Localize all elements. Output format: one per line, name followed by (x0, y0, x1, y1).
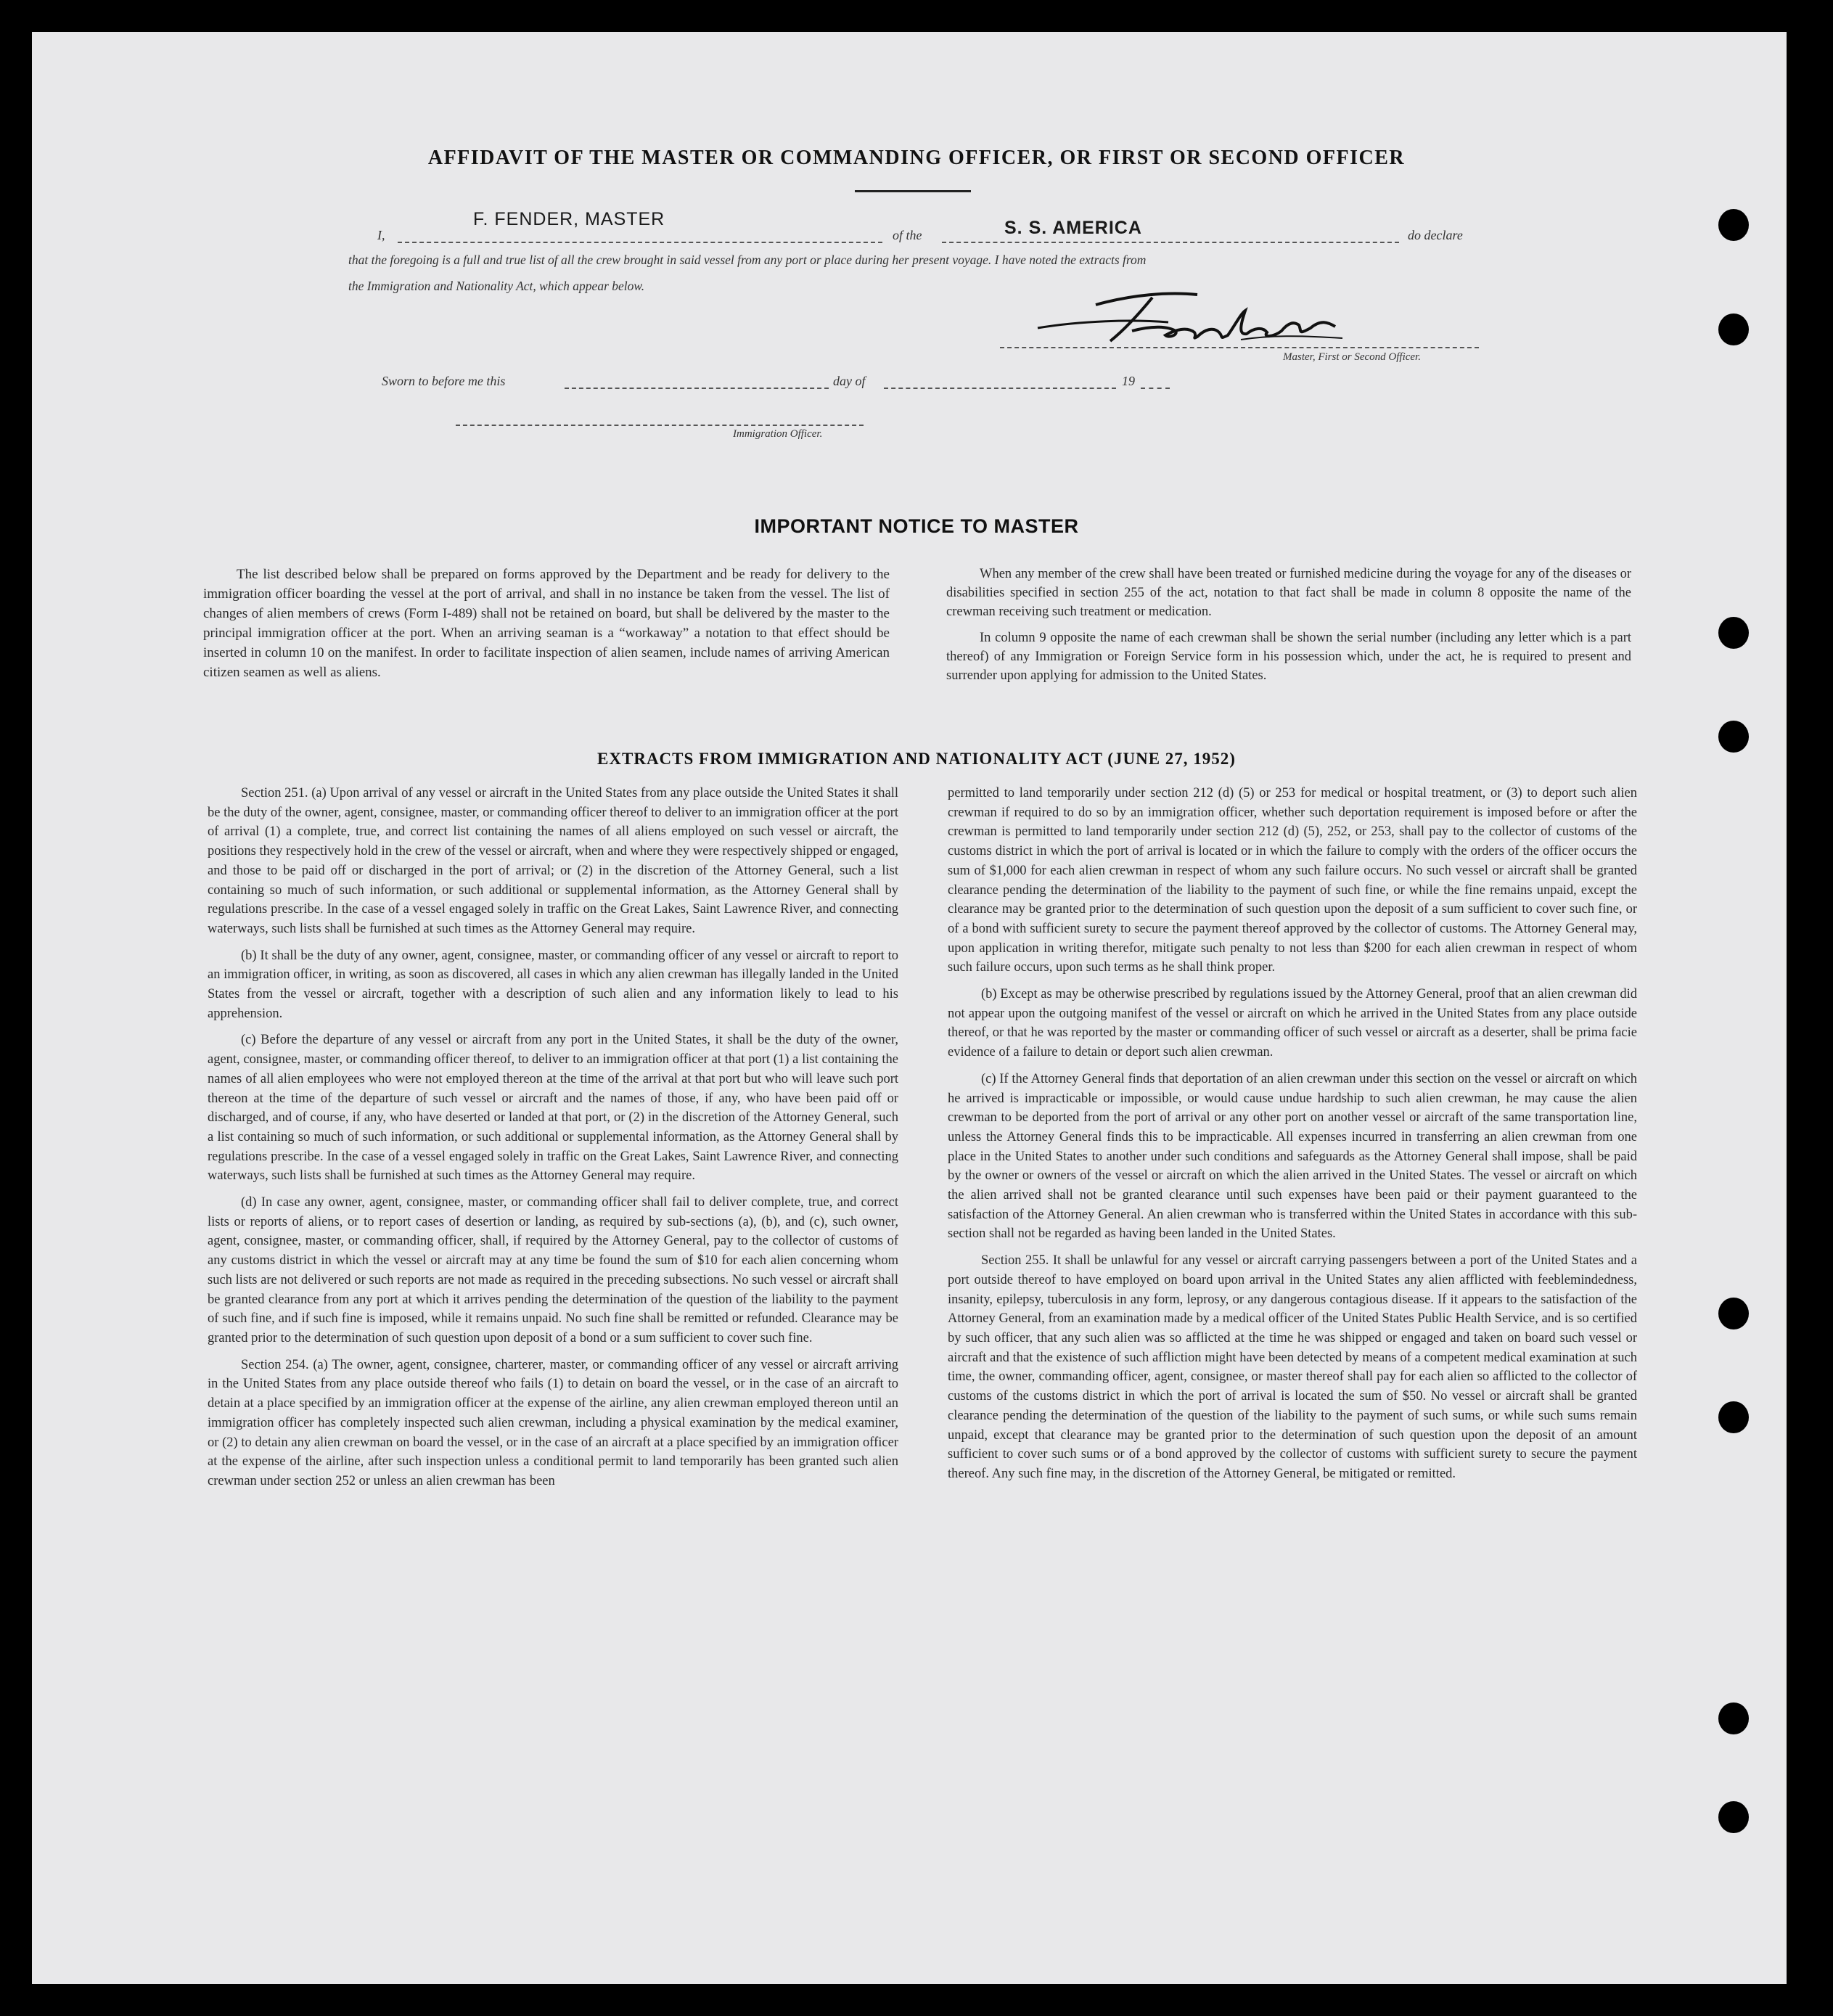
day-of-label: day of (833, 374, 866, 388)
section-254-b: (b) Except as may be otherwise prescribed by regulations issued by the Attorney General, proof that an alien crewman did not appear upon the outgoing manifest of the vessel or aircraft on which he arrived in the United States from any place outside thereof, or that he was reported by the master or commanding officer of such vessel or aircraft as a deserter, shall be prima facie evidence of a failure to detain or deport such alien crewman. (948, 987, 1637, 1060)
name-line (398, 242, 882, 243)
punch-hole (1718, 209, 1749, 241)
sworn-label: Sworn to before me this (382, 374, 506, 388)
declaration-line-1: that the foregoing is a full and true list of all the crew brought in said vessel from any port or place during her present voyage. I have noted the extracts from (348, 253, 1147, 267)
notice-right-paragraph-2: In column 9 opposite the name of each crewman shall be shown the serial number (including any letter which is a part thereof) of any Immigration or Foreign Service form in his possession which, under the act, he is required to present and surrender upon applying for admission to the United States. (946, 631, 1631, 683)
section-251-a: Section 251. (a) Upon arrival of any vessel or aircraft in the United States from any place outside the United States it shall be the duty of the owner, agent, consignee, master, or commanding officer thereof to deliver to an immigration officer at the port of arrival (1) a complete, true, and correct list containing the names of all aliens employed on such vessel or aircraft, the positions they respectively hold in the crew of the vessel or aircraft, when and where they were respectively shipped or engaged, and those to be paid off or discharged in the port of arrival; or (2) in the discretion of the Attorney General, such a list containing so much of such information, or such additional or supplemental information, as the Attorney General shall by regulations prescribe. In the case of a vessel engaged solely in traffic on the Great Lakes, Saint Lawrence River, and connecting waterways, such lists shall be furnished at such times as the Attorney General may require. (208, 786, 898, 936)
section-254-c: (c) If the Attorney General finds that deportation of an alien crewman under this section on the vessel or aircraft on which he arrived is impracticable or impossible, or would cause undue hardship to such alien crewman, he may cause the alien crewman to be deported from the port of arrival or any other port on another vessel or aircraft of the same transportation line, unless the Attorney General finds this to be impracticable. All expenses incurred in transferring an alien crewman from one place in the United States to another under such conditions and safeguards as the Attorney General shall impose, shall be paid by the owner or owners of the vessel or aircraft on which the alien arrived in the United States. The vessel or aircraft on which the alien arrived shall not be granted clearance until such expenses have been paid or their payment guaranteed to the satisfaction of the Attorney General. An alien crewman who is transferred within the United States in accordance with this sub-section shall not be regarded as having been landed in the United States. (948, 1071, 1637, 1242)
sworn-month-line (884, 388, 1116, 389)
declaration-line-2: the Immigration and Nationality Act, which appear below. (348, 279, 645, 293)
of-the-label: of the (893, 228, 922, 242)
signature-caption: Master, First or Second Officer. (1283, 351, 1421, 363)
extracts-title: EXTRACTS FROM IMMIGRATION AND NATIONALITY ACT (JUNE 27, 1952) (597, 750, 1236, 768)
section-251-b: (b) It shall be the duty of any owner, agent, consignee, master, or commanding officer of any vessel or aircraft to report to an immigration officer, in writing, as soon as discovered, all cases in which any alien crewman has illegally landed in the United States from the vessel or aircraft, together with a description of such alien and any information likely to lead to his apprehension. (208, 948, 898, 1021)
i-label: I, (377, 228, 385, 242)
section-255: Section 255. It shall be unlawful for any vessel or aircraft carrying passengers between a port of the United States and a port outside thereof to have employed on board upon arrival in the United States any alien afflicted with feeblemindedness, insanity, epilepsy, tuberculosis in any form, leprosy, or any dangerous contagious disease. If it appears to the satisfaction of the Attorney General, from an examination made by a medical officer of the United States Public Health Service, and is so certified by such officer, that any such alien was so afflicted at the time he was shipped or engaged and taken on board such vessel or aircraft and that the existence of such affliction might have been detected by means of a competent medical examination at such time, the owner, commanding officer, agent, consignee, or master thereof shall pay for each alien so afflicted to the collector of customs of the customs district in which the port of arrival is located the sum of $50. No vessel or aircraft shall be granted clearance pending the determination of the question of the liability to the payment of such sums, or while such sums remain unpaid, except that clearance may be granted prior to the determination of such question upon the deposit of an amount sufficient to cover such sums or of a bond approved by the collector of customs with sufficient surety to secure the payment thereof. Any such fine may, in the discretion of the Attorney General, be mitigated or remitted. (948, 1253, 1637, 1481)
extracts-left-column (208, 784, 898, 1499)
sworn-day-line (565, 388, 829, 389)
punch-hole (1718, 1702, 1749, 1734)
notice-left-paragraph: The list described below shall be prepared on forms approved by the Department and be ready for delivery to the immigration officer boarding the vessel at the port of arrival, and shall in no instance be taken from the vessel. The list of changes of alien members of crews (Form I-489) shall not be retained on board, but shall be delivered by the master to the principal immigration officer at the port. When an arriving seaman is a “workaway” a notation to that effect should be inserted in column 10 on the manifest. In order to facilitate inspection of alien seamen, include names of arriving American citizen seamen as well as aliens. (203, 567, 890, 680)
notice-right-paragraph-1: When any member of the crew shall have been treated or furnished medicine during the voyage for any of the diseases or disabilities specified in section 255 of the act, notation to that fact shall be made in column 8 opposite the name of the crewman receiving such treatment or medication. (946, 567, 1631, 619)
vessel-name-value: S. S. AMERICA (1004, 218, 1142, 238)
section-254-a: Section 254. (a) The owner, agent, consignee, charterer, master, or commanding officer of any vessel or aircraft arriving in the United States from any place outside thereof who fails (1) to detain on board the vessel, or in the case of an aircraft to detain at a place specified by an immigration officer at the expense of the airline, any alien crewman employed thereon until an immigration officer has completely inspected such alien crewman, including a physical examination by the medical examiner, or (2) to detain any alien crewman on board the vessel, or in the case of an aircraft at a place specified by an immigration officer at the expense of the airline, after such inspection unless a conditional permit to land temporarily has been granted such alien crewman under section 252 or unless an alien crewman has been (208, 1357, 898, 1488)
signature-line (1000, 347, 1479, 348)
notice-right-column (946, 565, 1631, 692)
punch-hole (1718, 617, 1749, 649)
master-name-value: F. FENDER, MASTER (473, 209, 665, 229)
do-declare-label: do declare (1408, 228, 1463, 242)
punch-hole (1718, 1801, 1749, 1833)
punch-hole (1718, 1401, 1749, 1433)
punch-hole (1718, 314, 1749, 345)
section-251-c: (c) Before the departure of any vessel or aircraft from any port in the United States, it shall be the duty of the owner, agent, consignee, master, or commanding officer thereof, to deliver to an immigration officer at that port (1) a list containing the names of all alien employees who were not employed thereon at the time of the arrival at that port but who will leave such port thereon at the time of the departure of such vessel or aircraft and the names of those, if any, who have been paid off or discharged, and of course, if any, who have deserted or landed at that port, or (2) in the discretion of the Attorney General, such a list containing so much of such information, or such additional or supplemental information, as the Attorney General shall by regulations prescribe. In the case of a vessel engaged solely in traffic on the Great Lakes, Saint Lawrence River, and connecting waterways, such lists shall be furnished at such times as the Attorney General may require. (208, 1033, 898, 1184)
punch-hole (1718, 1298, 1749, 1329)
extracts-right-column (948, 784, 1637, 1491)
officer-caption: Immigration Officer. (733, 428, 823, 440)
notice-left-column (203, 565, 890, 689)
officer-line (456, 425, 864, 426)
section-254-a-continued: permitted to land temporarily under section 212 (d) (5) or 253 for medical or hospital treatment, or (3) to deport such alien crewman if required to do so by an immigration officer, whether such deportation requirement is imposed before or after the crewman is permitted to land temporarily under section 212 (d) (5), 252, or 253, shall pay to the collector of customs of the customs district in which the port of arrival is located or in which the failure to comply with the orders of the officer occurs the sum of $1,000 for each alien crewman in respect of whom any such failure occurs. No such vessel or aircraft shall be granted clearance pending the determination of the liability to the payment of such fine, or while the fine remains unpaid, except the clearance may be granted prior to the determination of such question upon the deposit of a sum sufficient to cover such fine, or of a bond with sufficient surety to secure the payment thereof approved by the collector of customs. The Attorney General may, upon application in writing therefor, mitigate such penalty to not less than $200 for each alien crewman in respect of whom such failure occurs, upon such terms as he shall think proper. (948, 786, 1637, 975)
year-line (1141, 388, 1170, 389)
master-signature (1023, 284, 1364, 350)
title-rule (855, 190, 971, 192)
affidavit-title: AFFIDAVIT OF THE MASTER OR COMMANDING OFFICER, OR FIRST OR SECOND OFFICER (427, 147, 1406, 169)
punch-hole (1718, 721, 1749, 753)
vessel-line (942, 242, 1399, 243)
section-251-d: (d) In case any owner, agent, consignee, master, or commanding officer shall fail to deliver complete, true, and correct lists or reports of aliens, or to report cases of desertion or landing, as required by sub-sections (a), (b), and (c), such owner, agent, consignee, master, or commanding officer, shall, if required by the Attorney General, pay to the collector of customs of any customs district in which the vessel or aircraft may at any time be found the sum of $10 for each alien concerning whom such lists are not delivered or such reports are not made as required in the preceding subsections. No such vessel or aircraft shall be granted clearance from any port at which it arrives pending the determination of the question of the liability to the payment of such fine, and if such fine is imposed, while it remains unpaid. No such fine shall be remitted or refunded. Clearance may be granted prior to the determination of such question upon deposit of a bond or a sum sufficient to cover such fine. (208, 1195, 898, 1345)
notice-title: IMPORTANT NOTICE TO MASTER (754, 515, 1079, 537)
year-label: 19 (1122, 374, 1135, 388)
